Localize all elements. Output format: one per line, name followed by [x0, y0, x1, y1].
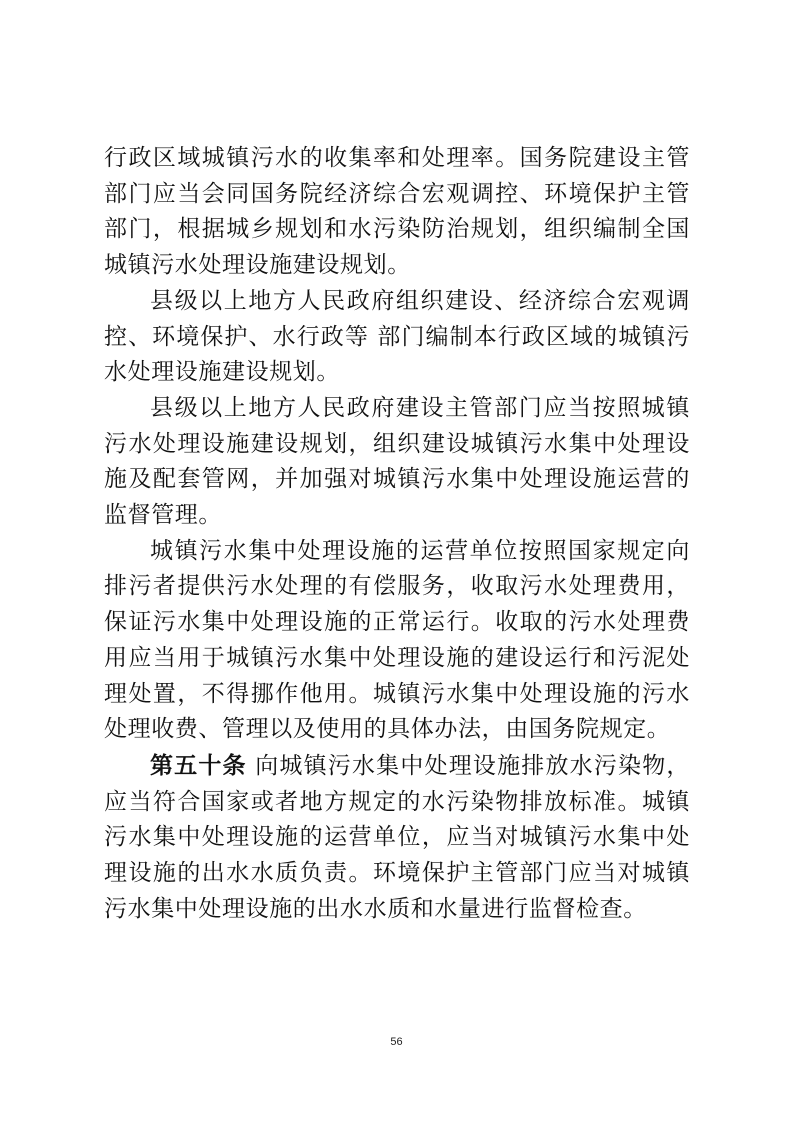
paragraph-planning: 县级以上地方人民政府组织建设、经济综合宏观调控、环境保护、水行政等 部门编制本行政区域的城镇污水处理设施建设规划。 [104, 287, 690, 386]
paragraph-continued: 行政区域城镇污水的收集率和处理率。国务院建设主管部门应当会同国务院经济综合宏观调控、环境保护主管部门，根据城乡规划和水污染防治规划，组织编制全国城镇污水处理设施建设规划。 [104, 145, 690, 279]
body-text [104, 141, 690, 927]
paragraph-operation-fees: 城镇污水集中处理设施的运营单位按照国家规定向排污者提供污水处理的有偿服务，收取污水处理费用，保证污水集中处理设施的正常运行。收取的污水处理费用应当用于城镇污水集中处理设施的建设运行和污泥处理处置，不得挪作他用。城镇污水集中处理设施的污水处理收费、管理以及使用的具体办法，由国务院规定。 [104, 537, 690, 743]
page-number: 56 [390, 1036, 403, 1048]
paragraph-construction: 县级以上地方人民政府建设主管部门应当按照城镇污水处理设施建设规划，组织建设城镇污水集中处理设施及配套管网，并加强对城镇污水集中处理设施运营的监督管理。 [104, 394, 690, 529]
article-text: 向城镇污水集中处理设施排放水污染物，应当符合国家或者地方规定的水污染物排放标准。城镇污水集中处理设施的运营单位，应当对城镇污水集中处理设施的出水水质负责。环境保护主管部门应当对城镇污水集中处理设施的出水水质和水量进行监督检查。 [104, 752, 690, 922]
article-title: 第五十条 [150, 751, 247, 779]
article-50 [104, 748, 690, 928]
